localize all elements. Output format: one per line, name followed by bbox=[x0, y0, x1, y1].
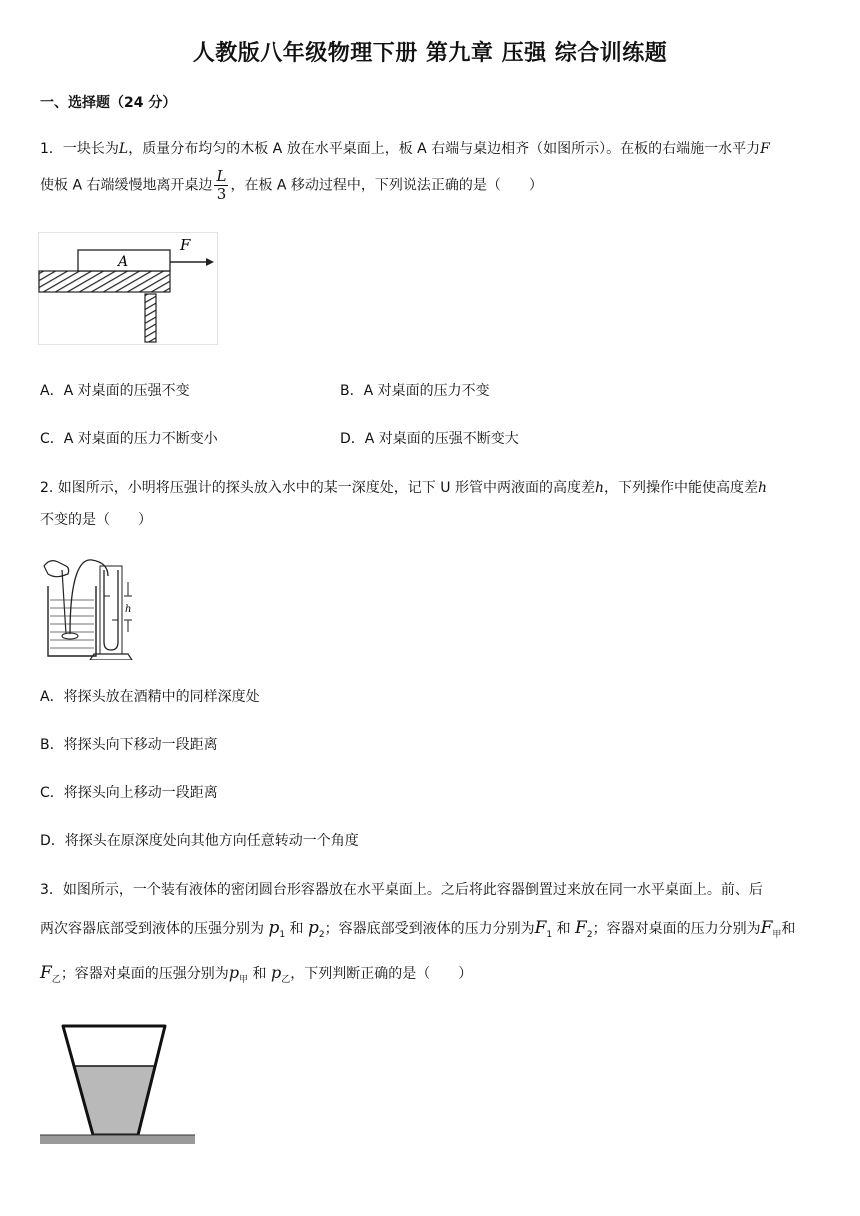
probe-rod bbox=[62, 570, 66, 634]
q2-option-d[interactable]: D．将探头在原深度处向其他方向任意转动一个角度 bbox=[40, 833, 359, 849]
board-a-label: A bbox=[118, 254, 129, 270]
q1-option-a[interactable]: A．A 对桌面的压强不变 bbox=[40, 383, 190, 399]
q1-option-c[interactable]: C．A 对桌面的压力不断变小 bbox=[40, 431, 218, 447]
page-title: 人教版八年级物理下册 第九章 压强 综合训练题 bbox=[192, 41, 668, 66]
section-heading: 一、选择题（24 分） bbox=[40, 95, 177, 111]
rubber-tube bbox=[70, 560, 108, 634]
q3-container-figure bbox=[38, 1024, 198, 1150]
q3-stem-line3: $F_乙$；容器对桌面的压强分别为$p_甲$ 和 $p_乙$，下列判断正确的是（ ） bbox=[40, 963, 473, 985]
water-lines bbox=[50, 600, 94, 648]
q2-option-b[interactable]: B．将探头向下移动一段距离 bbox=[40, 737, 218, 753]
q2-pressure-gauge-figure bbox=[40, 556, 140, 660]
u-tube bbox=[104, 570, 118, 650]
q2-option-a[interactable]: A．将探头放在酒精中的同样深度处 bbox=[40, 689, 260, 705]
table-leg bbox=[145, 294, 156, 342]
q1-stem-line2: 使板 A 右端缓慢地离开桌边 $\frac{L}{3}$ ，在板 A 移动过程中，下列说法正确的是（ ） bbox=[40, 167, 543, 203]
tabletop bbox=[40, 1135, 195, 1144]
fraction-l-over-3: $\frac{L}{3}$ bbox=[216, 167, 227, 203]
q3-stem-line1: 3．如图所示，一个装有液体的密闭圆台形容器放在水平桌面上。之后将此容器倒置过来放在同一水平桌面上。前、后 bbox=[40, 882, 763, 898]
q2-stem-line2: 不变的是（ ） bbox=[40, 512, 152, 528]
q3-stem-line2: 两次容器底部受到液体的压强分别为 $p_1$ 和 $p_2$；容器底部受到液体的压力分别为$F_1$ 和 $F_2$；容器对桌面的压力分别为$F_甲$和 bbox=[40, 918, 796, 940]
force-f-label: F bbox=[180, 236, 191, 254]
q1-option-d[interactable]: D．A 对桌面的压强不断变大 bbox=[340, 431, 519, 447]
force-arrow-head bbox=[206, 258, 214, 266]
h-label: h bbox=[125, 604, 132, 615]
q2-stem-line1: 2. 如图所示，小明将压强计的探头放入水中的某一深度处，记下 U 形管中两液面的高度差h，下列操作中能使高度差h bbox=[40, 480, 768, 496]
hand-drawing bbox=[44, 561, 69, 577]
q1-board-figure bbox=[38, 232, 220, 346]
liquid bbox=[73, 1066, 155, 1135]
q1-stem-line1: 1．一块长为L，质量分布均匀的木板 A 放在水平桌面上，板 A 右端与桌边相齐（如图所示）。在板的右端施一水平力F bbox=[40, 141, 770, 157]
q2-option-c[interactable]: C．将探头向上移动一段距离 bbox=[40, 785, 218, 801]
gauge-board bbox=[100, 566, 122, 654]
q1-option-b[interactable]: B．A 对桌面的压力不变 bbox=[340, 383, 490, 399]
table-top bbox=[39, 271, 170, 292]
